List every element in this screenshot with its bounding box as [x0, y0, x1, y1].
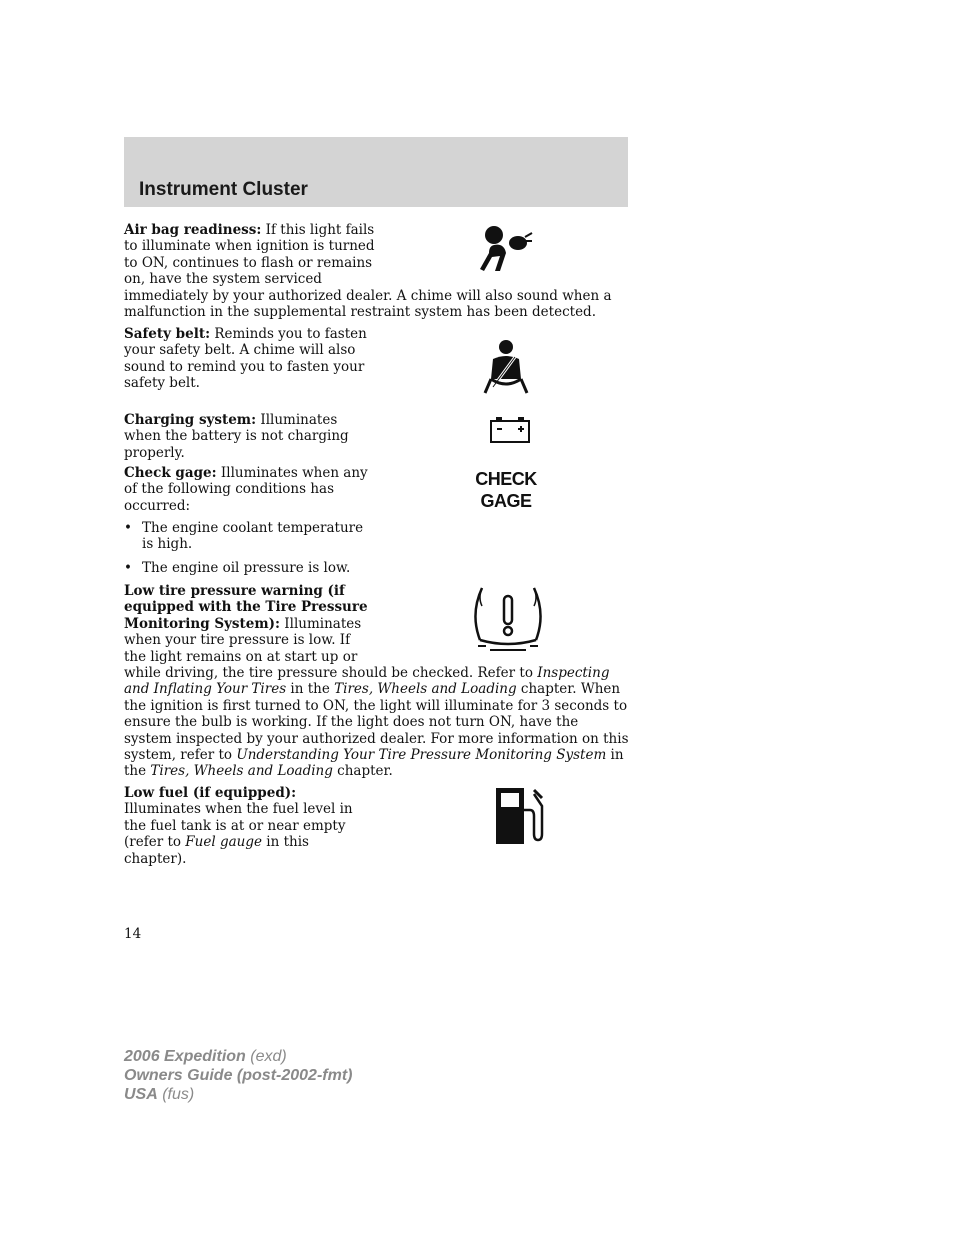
document-footer — [124, 1047, 352, 1104]
list-item-text: The engine oil pressure is low. — [142, 560, 351, 576]
check-gage-indicator-line1: CHECK — [475, 469, 537, 489]
tire-pressure-term-line2: equipped with the Tire Pressure — [124, 599, 368, 616]
footer-guide: Owners Guide (post-2002-fmt) — [124, 1067, 353, 1084]
battery-icon — [489, 416, 531, 449]
safety-belt-icon — [483, 339, 529, 400]
page-title: Instrument Cluster — [139, 179, 308, 200]
section-header-band — [124, 137, 628, 207]
tire-pressure-wide-text: in the — [286, 681, 335, 698]
footer-line-2 — [124, 1066, 352, 1085]
tire-pressure-text-c: the light remains on at start up or — [124, 648, 358, 665]
charging-system-text: Illuminates when the battery is not charging properly. — [124, 412, 349, 461]
charging-system-term: Charging system: — [124, 412, 257, 428]
list-item-text: The engine coolant temperature is high. — [142, 520, 364, 553]
check-gage-indicator — [466, 468, 546, 512]
footer-model: 2006 Expedition — [124, 1048, 246, 1065]
footer-market: USA — [124, 1086, 158, 1103]
low-fuel-paragraph — [124, 785, 364, 867]
tire-pressure-reference: Inspecting and Inflating Your Tires — [124, 665, 610, 698]
tire-pressure-text-a: Illuminates — [280, 615, 362, 632]
tire-pressure-text-b: when your tire pressure is low. If — [124, 632, 351, 649]
tire-pressure-wide-text: while driving, the tire pressure should be checked. Refer to — [124, 665, 538, 681]
footer-model-code: (exd) — [245, 1048, 287, 1065]
low-fuel-term: Low fuel (if equipped): — [124, 785, 297, 801]
tire-pressure-term-line1: Low tire pressure warning (if — [124, 583, 345, 599]
footer-market-code: (fus) — [157, 1086, 195, 1103]
tire-pressure-warning-icon — [468, 584, 548, 659]
list-item — [124, 560, 374, 576]
air-bag-paragraph — [124, 222, 376, 288]
tire-pressure-reference: Tires, Wheels and Loading — [150, 763, 333, 780]
charging-system-paragraph — [124, 412, 376, 461]
safety-belt-paragraph — [124, 326, 376, 392]
air-bag-term: Air bag readiness: — [124, 222, 262, 238]
footer-line-1 — [124, 1047, 352, 1066]
tire-pressure-wide-text: chapter. — [332, 763, 393, 780]
low-fuel-text: in this chapter). — [124, 834, 309, 867]
check-gage-paragraph — [124, 465, 376, 514]
air-bag-text: If this light fails to illuminate when ignition is turned to ON, continues to flash or remains on, have the system serviced — [124, 222, 375, 288]
page-number: 14 — [124, 926, 142, 942]
tire-pressure-wide-text: chapter. When the ignition is first turned to ON, the light will illuminate for 3 seconds to ensure the bulb is working. If the light does not turn ON, have the system inspected by your authorized dealer. For more information on this system, refer to — [124, 681, 629, 764]
air-bag-warning-icon — [480, 225, 534, 278]
check-gage-indicator-line2: GAGE — [480, 491, 532, 511]
tire-pressure-wide-text: in the — [124, 747, 624, 780]
bullet-marker: • — [124, 560, 132, 576]
check-gage-text: Illuminates when any of the following conditions has occurred: — [124, 465, 368, 514]
low-fuel-text: Illuminates when the fuel level in the fuel tank is at or near empty (refer to — [124, 801, 353, 851]
fuel-pump-icon — [494, 786, 548, 851]
tire-pressure-reference: Understanding Your Tire Pressure Monitoring System — [236, 747, 607, 764]
footer-line-3 — [124, 1085, 352, 1104]
bullet-marker: • — [124, 520, 132, 536]
safety-belt-term: Safety belt: — [124, 326, 211, 342]
safety-belt-text: Reminds you to fasten your safety belt. A chime will also sound to remind you to fasten your safety belt. — [124, 326, 367, 392]
list-item — [124, 520, 374, 553]
tire-pressure-paragraph — [124, 583, 384, 665]
air-bag-paragraph-continued: immediately by your authorized dealer. A chime will also sound when a malfunction in the supplemental restraint system has been detected. — [124, 288, 612, 321]
fuel-gauge-reference: Fuel gauge — [185, 834, 262, 851]
tire-pressure-paragraph-continued — [124, 665, 630, 780]
tire-pressure-term-line3: Monitoring System): — [124, 615, 281, 632]
check-gage-term: Check gage: — [124, 465, 217, 481]
tire-pressure-reference: Tires, Wheels and Loading — [334, 681, 517, 698]
